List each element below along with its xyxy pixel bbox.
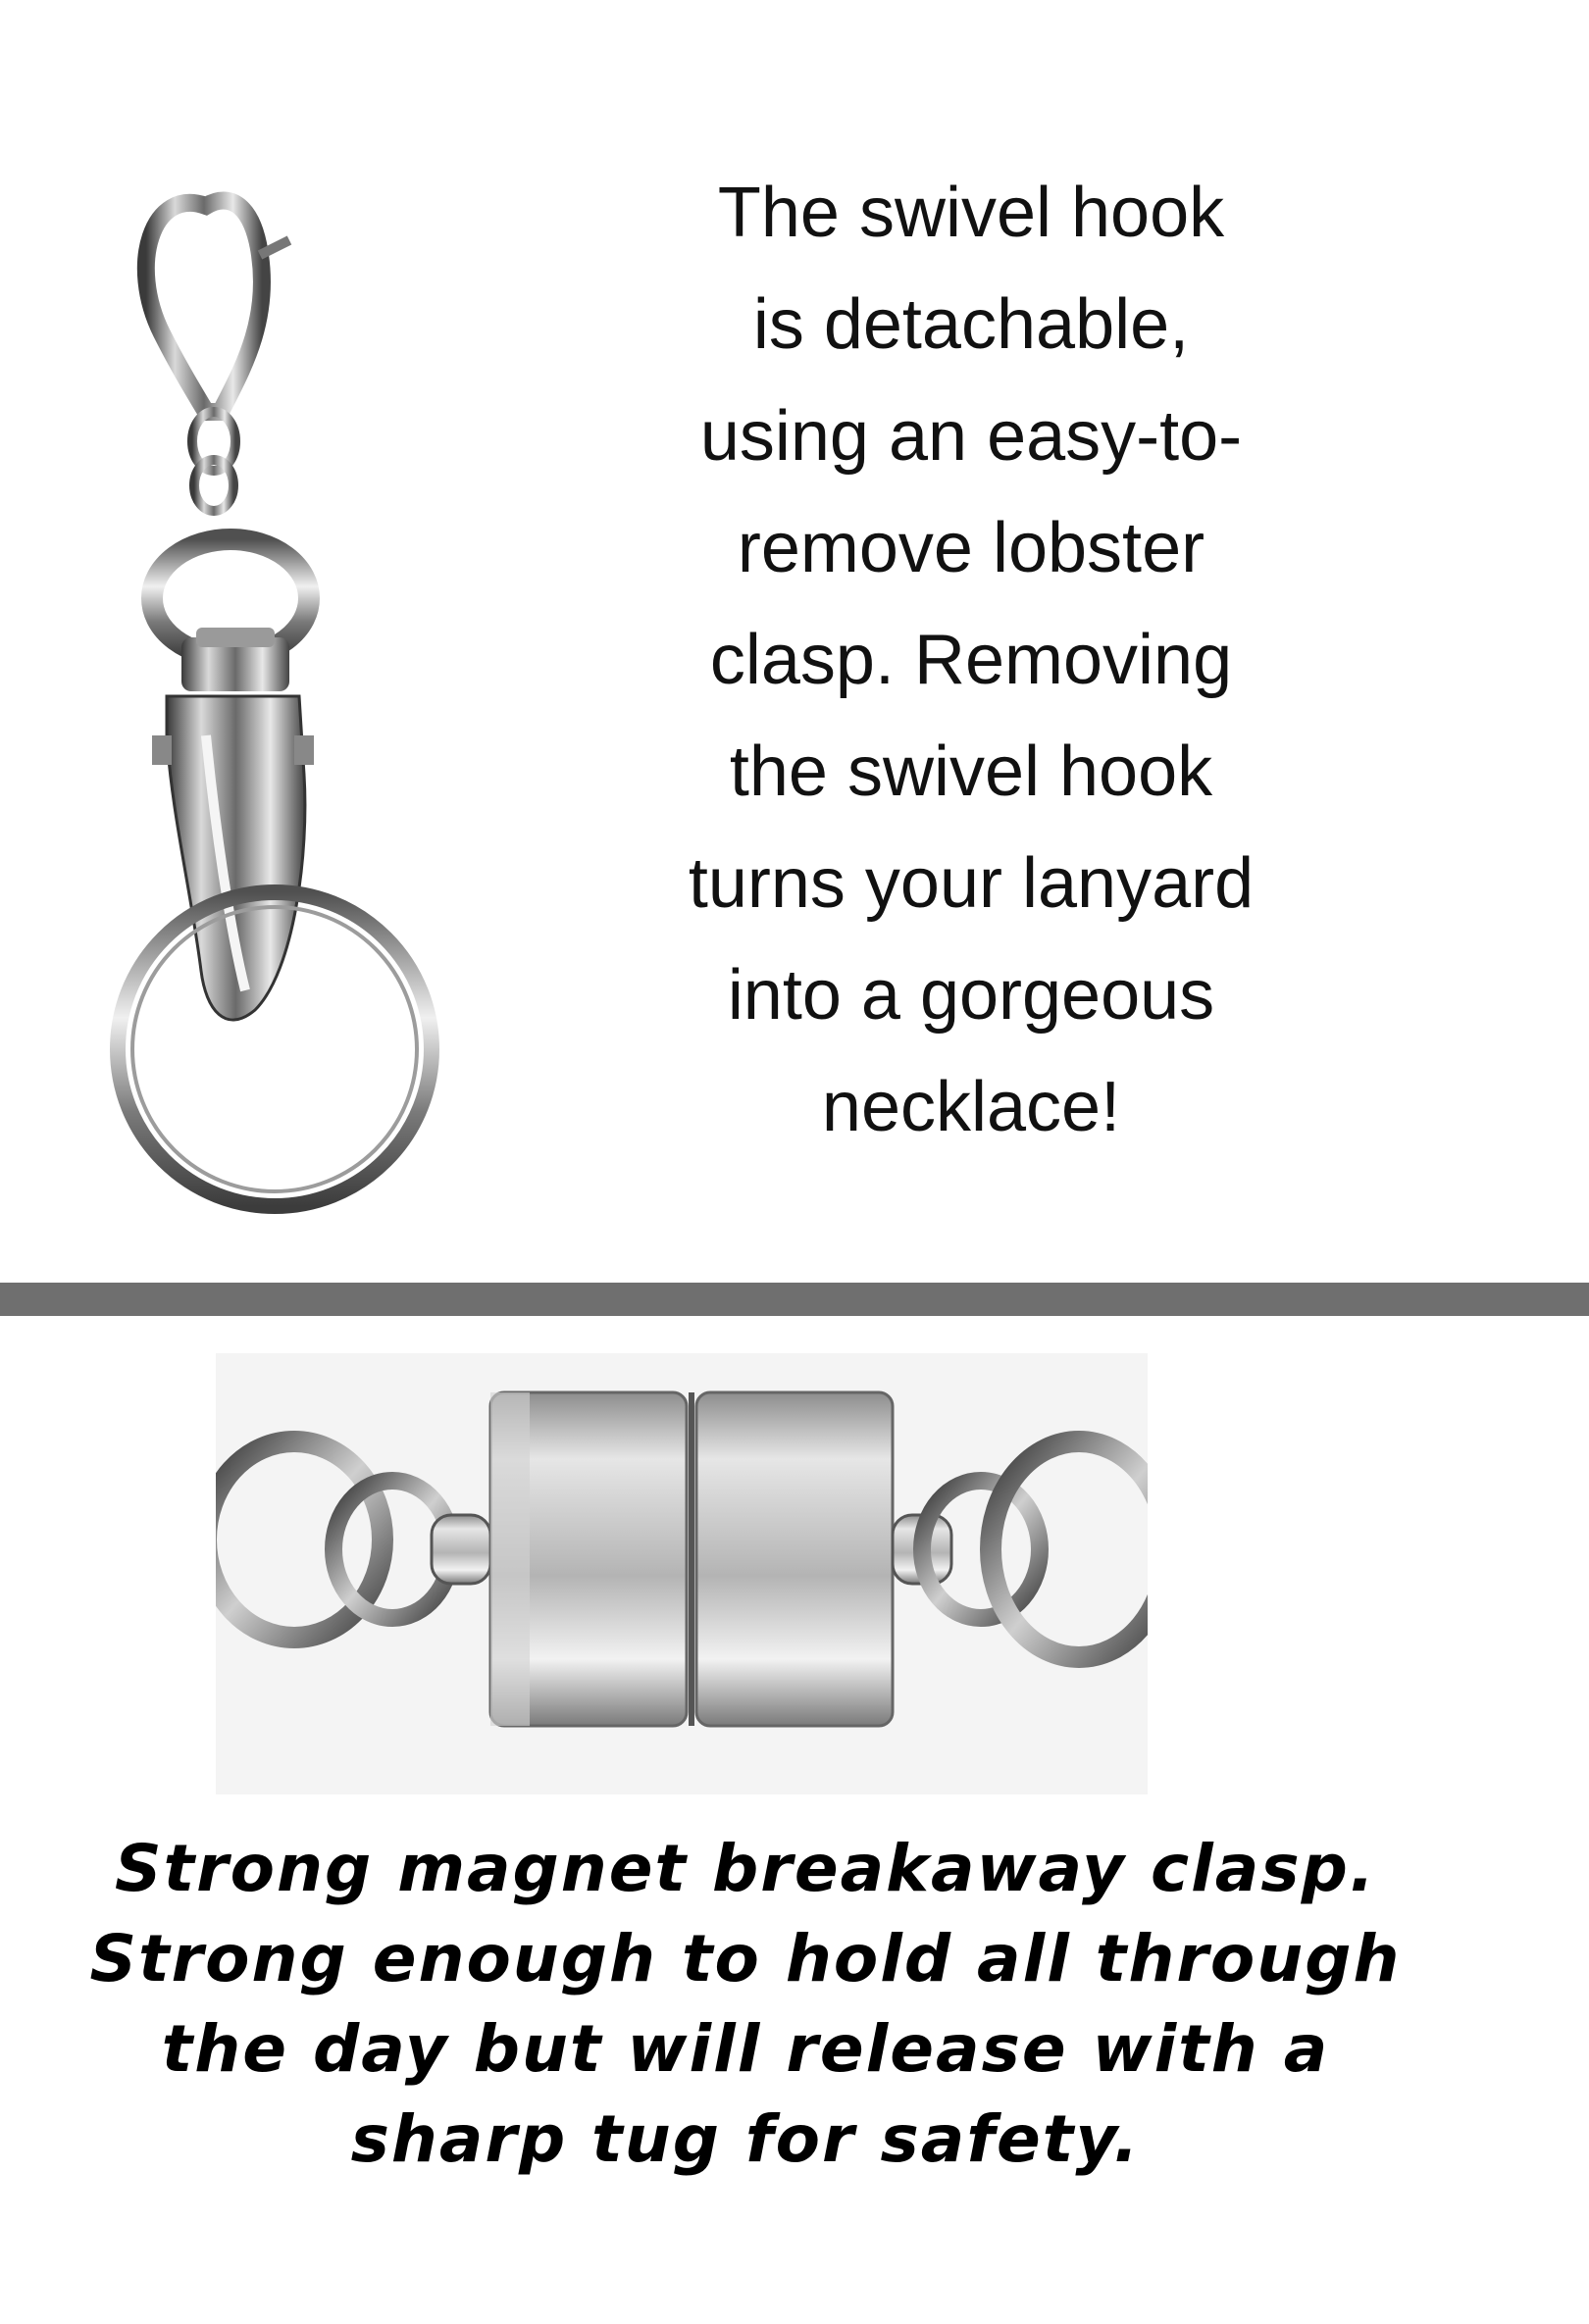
text-line: clasp. Removing <box>709 621 1233 699</box>
text-line: using an easy-to- <box>699 397 1243 476</box>
text-line: is detachable, <box>752 285 1190 364</box>
text-line: the swivel hook <box>729 733 1213 811</box>
text-line: Strong enough to hold all through <box>89 1921 1402 1996</box>
text-line: remove lobster <box>737 509 1205 587</box>
text-line: Strong magnet breakaway clasp. <box>115 1831 1376 1906</box>
text-line: into a gorgeous <box>727 956 1215 1035</box>
text-line: sharp tug for safety. <box>350 2101 1141 2177</box>
magnetic-clasp-icon <box>216 1353 1148 1794</box>
section-divider <box>0 1283 1589 1316</box>
text-line: necklace! <box>821 1068 1121 1146</box>
text-line: turns your lanyard <box>688 844 1255 923</box>
text-line: The swivel hook <box>717 174 1225 252</box>
swivel-hook-icon <box>59 147 490 1226</box>
swivel-hook-description <box>589 157 1354 1163</box>
text-line: the day but will release with a <box>161 2011 1330 2087</box>
magnet-clasp-description <box>0 1824 1491 2185</box>
